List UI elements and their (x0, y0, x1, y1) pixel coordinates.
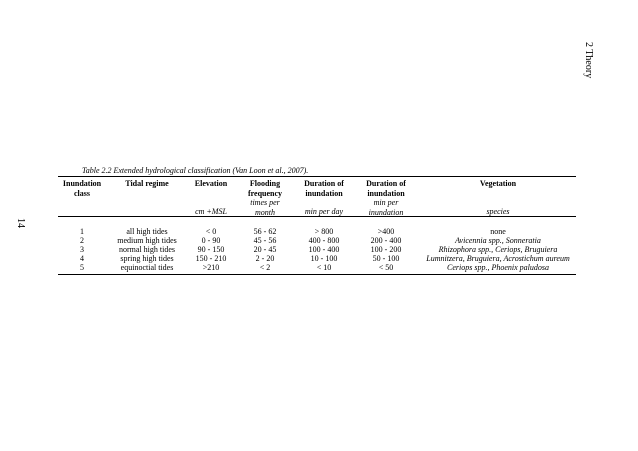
unit-flooding-frequency: times per month (250, 198, 280, 217)
table-top-rule (58, 176, 576, 177)
header-vegetation (420, 179, 576, 189)
header-duration-per-day (294, 179, 354, 198)
cell-tidal-regime: all high tides (126, 227, 168, 236)
header-line: Duration of (304, 179, 344, 188)
cell-tidal-regime: medium high tides (117, 236, 177, 245)
cell-vegetation: Lumnitzera, Bruguiera, Acrostichum aureum (426, 254, 570, 263)
cell-duration-per-day: 400 - 800 (308, 236, 340, 245)
cell-flooding-frequency: 20 - 45 (253, 245, 277, 254)
cell-vegetation: Rhizophora spp., Ceriops, Bruguiera (438, 245, 558, 254)
cell-elevation: >210 (202, 263, 220, 272)
running-header: 2 Theory (583, 42, 594, 79)
cell-tidal-regime: equinoctial tides (120, 263, 174, 272)
cell-class: 2 (80, 236, 84, 245)
header-elevation (186, 179, 236, 189)
header-line: Vegetation (479, 179, 517, 188)
page-number: 14 (15, 218, 26, 228)
cell-flooding-frequency: 45 - 56 (253, 236, 277, 245)
cell-vegetation: Ceriops spp., Phoenix paludosa (447, 263, 549, 272)
cell-duration-per-inundation: >400 (377, 227, 395, 236)
header-inundation-class (58, 179, 106, 198)
cell-flooding-frequency: 2 - 20 (255, 254, 275, 263)
unit-elevation: cm +MSL (195, 207, 227, 216)
unit-duration-per-day: min per day (304, 207, 344, 216)
cell-class: 5 (80, 263, 84, 272)
cell-flooding-frequency: < 2 (259, 263, 271, 272)
header-line: frequency (247, 188, 283, 198)
header-flooding-frequency (240, 179, 290, 198)
header-line: Elevation (194, 179, 228, 188)
cell-class: 1 (80, 227, 84, 236)
header-line: class (74, 188, 90, 198)
cell-duration-per-inundation: < 50 (378, 263, 394, 272)
cell-elevation: 150 - 210 (195, 254, 227, 263)
cell-tidal-regime: normal high tides (119, 245, 175, 254)
cell-duration-per-day: < 10 (316, 263, 332, 272)
cell-class: 3 (80, 245, 84, 254)
header-line: inundation (367, 188, 405, 198)
cell-vegetation: none (490, 227, 506, 236)
cell-vegetation: Avicennia spp., Sonneratia (455, 236, 541, 245)
header-line: Duration of (366, 179, 406, 188)
unit-vegetation: species (486, 207, 510, 216)
cell-duration-per-inundation: 100 - 200 (370, 245, 402, 254)
header-line: inundation (305, 188, 343, 198)
table-caption: Table 2.2 Extended hydrological classification (Van Loon et al., 2007). (82, 166, 309, 175)
header-tidal-regime (112, 179, 182, 189)
cell-duration-per-inundation: 200 - 400 (370, 236, 402, 245)
cell-elevation: 0 - 90 (201, 236, 221, 245)
header-line: Tidal regime (125, 179, 169, 188)
cell-tidal-regime: spring high tides (120, 254, 174, 263)
cell-flooding-frequency: 56 - 62 (253, 227, 277, 236)
cell-duration-per-day: > 800 (314, 227, 334, 236)
table-bottom-rule (58, 274, 576, 275)
unit-duration-per-inundation: min per inundation (368, 198, 404, 217)
cell-duration-per-day: 10 - 100 (310, 254, 338, 263)
cell-class: 4 (80, 254, 84, 263)
cell-elevation: < 0 (205, 227, 217, 236)
cell-duration-per-inundation: 50 - 100 (372, 254, 400, 263)
header-line: Flooding (249, 179, 281, 188)
header-line: Inundation (62, 179, 102, 188)
header-duration-per-inundation (356, 179, 416, 198)
cell-elevation: 90 - 150 (197, 245, 225, 254)
cell-duration-per-day: 100 - 400 (308, 245, 340, 254)
